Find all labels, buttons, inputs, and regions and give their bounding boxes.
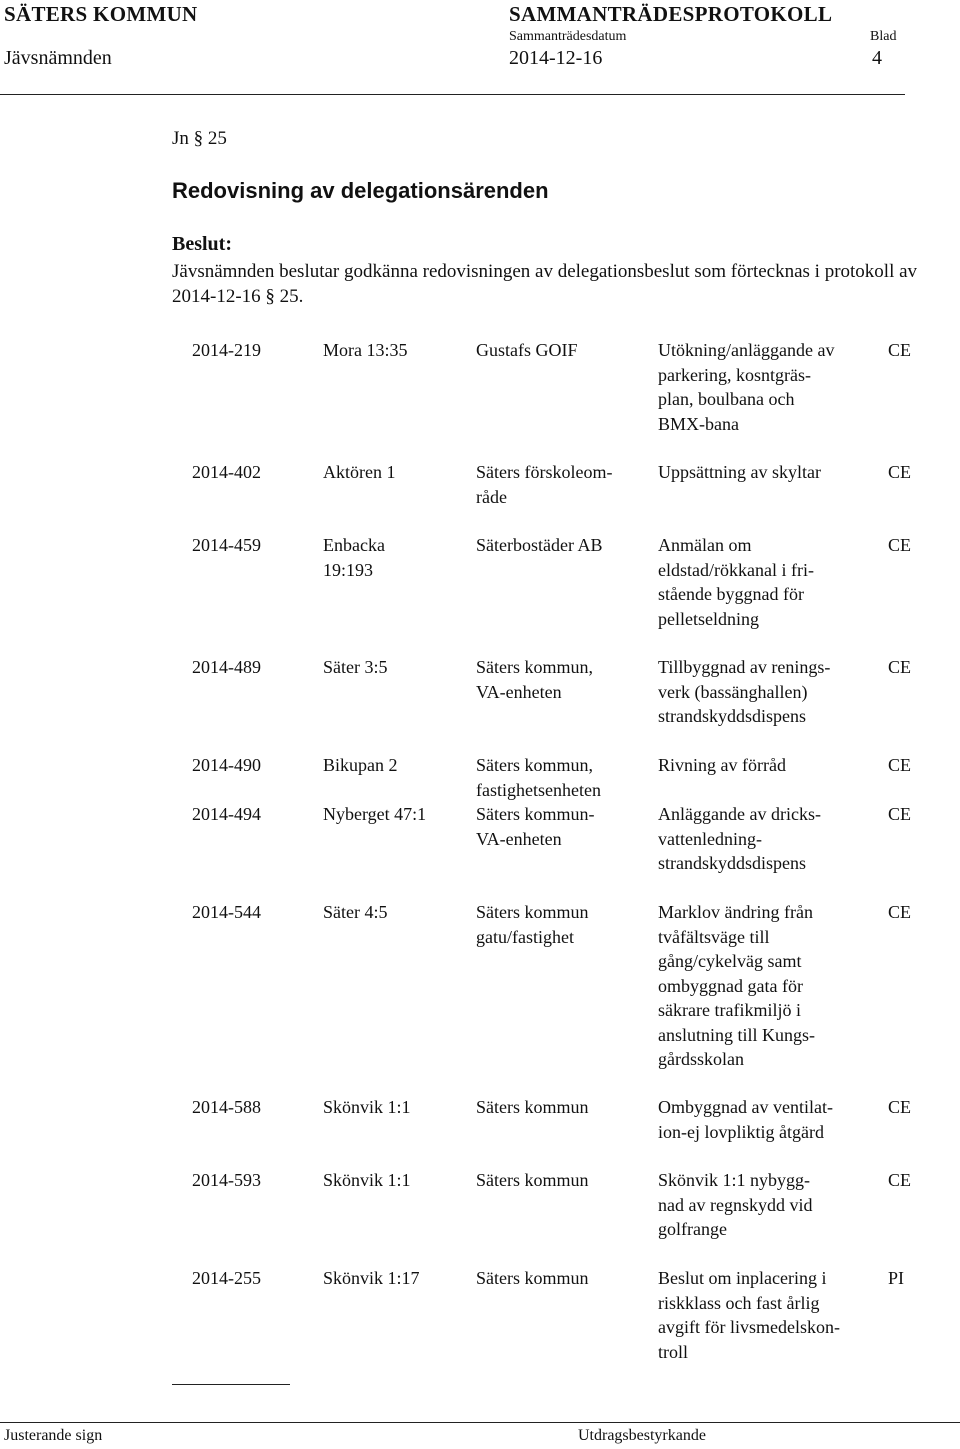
case-sign: CE — [888, 340, 912, 360]
case-applicant: Säters kommun, VA-enheten — [476, 657, 593, 702]
case-number: 2014-489 — [192, 657, 261, 677]
case-number: 2014-588 — [192, 1097, 261, 1117]
case-property: Skönvik 1:1 — [323, 1170, 411, 1190]
decision-label: Beslut: — [172, 233, 232, 255]
case-sign: CE — [888, 902, 912, 922]
meeting-date: 2014-12-16 — [509, 47, 603, 69]
case-applicant: Säters kommun- VA-enheten — [476, 804, 595, 849]
case-description: Tillbyggnad av renings- verk (bassänghallen) strandskyddsdispens — [658, 657, 831, 726]
case-number: 2014-593 — [192, 1170, 261, 1190]
date-label: Sammanträdesdatum — [509, 29, 627, 44]
case-description: Skönvik 1:1 nybygg- nad av regnskydd vid golfrange — [658, 1170, 813, 1239]
case-applicant: Säters kommun — [476, 1097, 589, 1117]
case-applicant: Säters förskoleom- råde — [476, 462, 613, 507]
case-property: Aktören 1 — [323, 462, 396, 482]
case-description: Beslut om inplacering i riskklass och fast årlig avgift för livsmedelskon- troll — [658, 1268, 840, 1362]
case-description: Marklov ändring från tvåfältsväge till gång/cykelväg samt ombyggnad gata för säkrare trafikmiljö i anslutning till Kungs- gårdsskolan — [658, 902, 815, 1069]
section-id: Jn § 25 — [172, 128, 227, 149]
case-number: 2014-219 — [192, 340, 261, 360]
case-description: Ombyggnad av ventilat- ion-ej lovpliktig åtgärd — [658, 1097, 833, 1142]
case-description: Rivning av förråd — [658, 755, 786, 775]
page-label: Blad — [870, 29, 897, 44]
page-number: 4 — [872, 47, 882, 69]
case-description: Utökning/anläggande av parkering, kosntgräs- plan, boulbana och BMX-bana — [658, 340, 835, 434]
case-sign: CE — [888, 755, 912, 775]
case-description: Anläggande av dricks- vattenledning- strandskyddsdispens — [658, 804, 821, 873]
section-title: Redovisning av delegationsärenden — [172, 178, 549, 203]
case-number: 2014-402 — [192, 462, 261, 482]
case-number: 2014-459 — [192, 535, 261, 555]
case-description: Uppsättning av skyltar — [658, 462, 821, 482]
case-sign: CE — [888, 535, 912, 555]
footer-utdragsbestyrkande: Utdragsbestyrkande — [578, 1427, 706, 1444]
decision-text: Jävsnämnden beslutar godkänna redovisningen av delegationsbeslut som förtecknas i protokoll av 2014-12-16 § 25. — [172, 261, 918, 307]
footer-rule — [0, 1422, 960, 1423]
case-sign: CE — [888, 1170, 912, 1190]
case-sign: PI — [888, 1268, 905, 1288]
case-sign: CE — [888, 657, 912, 677]
case-number: 2014-544 — [192, 902, 261, 922]
org-name: SÄTERS KOMMUN — [4, 2, 198, 26]
case-property: Säter 4:5 — [323, 902, 388, 922]
case-number: 2014-494 — [192, 804, 261, 824]
case-property: Nyberget 47:1 — [323, 804, 427, 824]
footer-justerande-sign: Justerande sign — [4, 1427, 103, 1444]
committee-name: Jävsnämnden — [4, 47, 112, 69]
case-number: 2014-255 — [192, 1268, 261, 1288]
case-property: Mora 13:35 — [323, 340, 408, 360]
end-rule — [172, 1384, 290, 1385]
case-sign: CE — [888, 1097, 912, 1117]
header-rule — [0, 94, 905, 95]
case-number: 2014-490 — [192, 755, 261, 775]
case-description: Anmälan om eldstad/rökkanal i fri- stående byggnad för pelletseldning — [658, 535, 814, 629]
case-property: Säter 3:5 — [323, 657, 388, 677]
case-applicant: Gustafs GOIF — [476, 340, 578, 360]
case-property: Skönvik 1:1 — [323, 1097, 411, 1117]
case-applicant: Säters kommun — [476, 1170, 589, 1190]
case-applicant: Säters kommun — [476, 1268, 589, 1288]
case-property: Skönvik 1:17 — [323, 1268, 420, 1288]
case-property: Bikupan 2 — [323, 755, 398, 775]
case-sign: CE — [888, 804, 912, 824]
document-type: SAMMANTRÄDESPROTOKOLL — [509, 2, 833, 26]
case-applicant: Säters kommun gatu/fastighet — [476, 902, 589, 947]
case-sign: CE — [888, 462, 912, 482]
case-property: Enbacka 19:193 — [323, 535, 385, 580]
case-applicant: Säterbostäder AB — [476, 535, 603, 555]
case-applicant: Säters kommun, fastighetsenheten — [476, 755, 601, 800]
